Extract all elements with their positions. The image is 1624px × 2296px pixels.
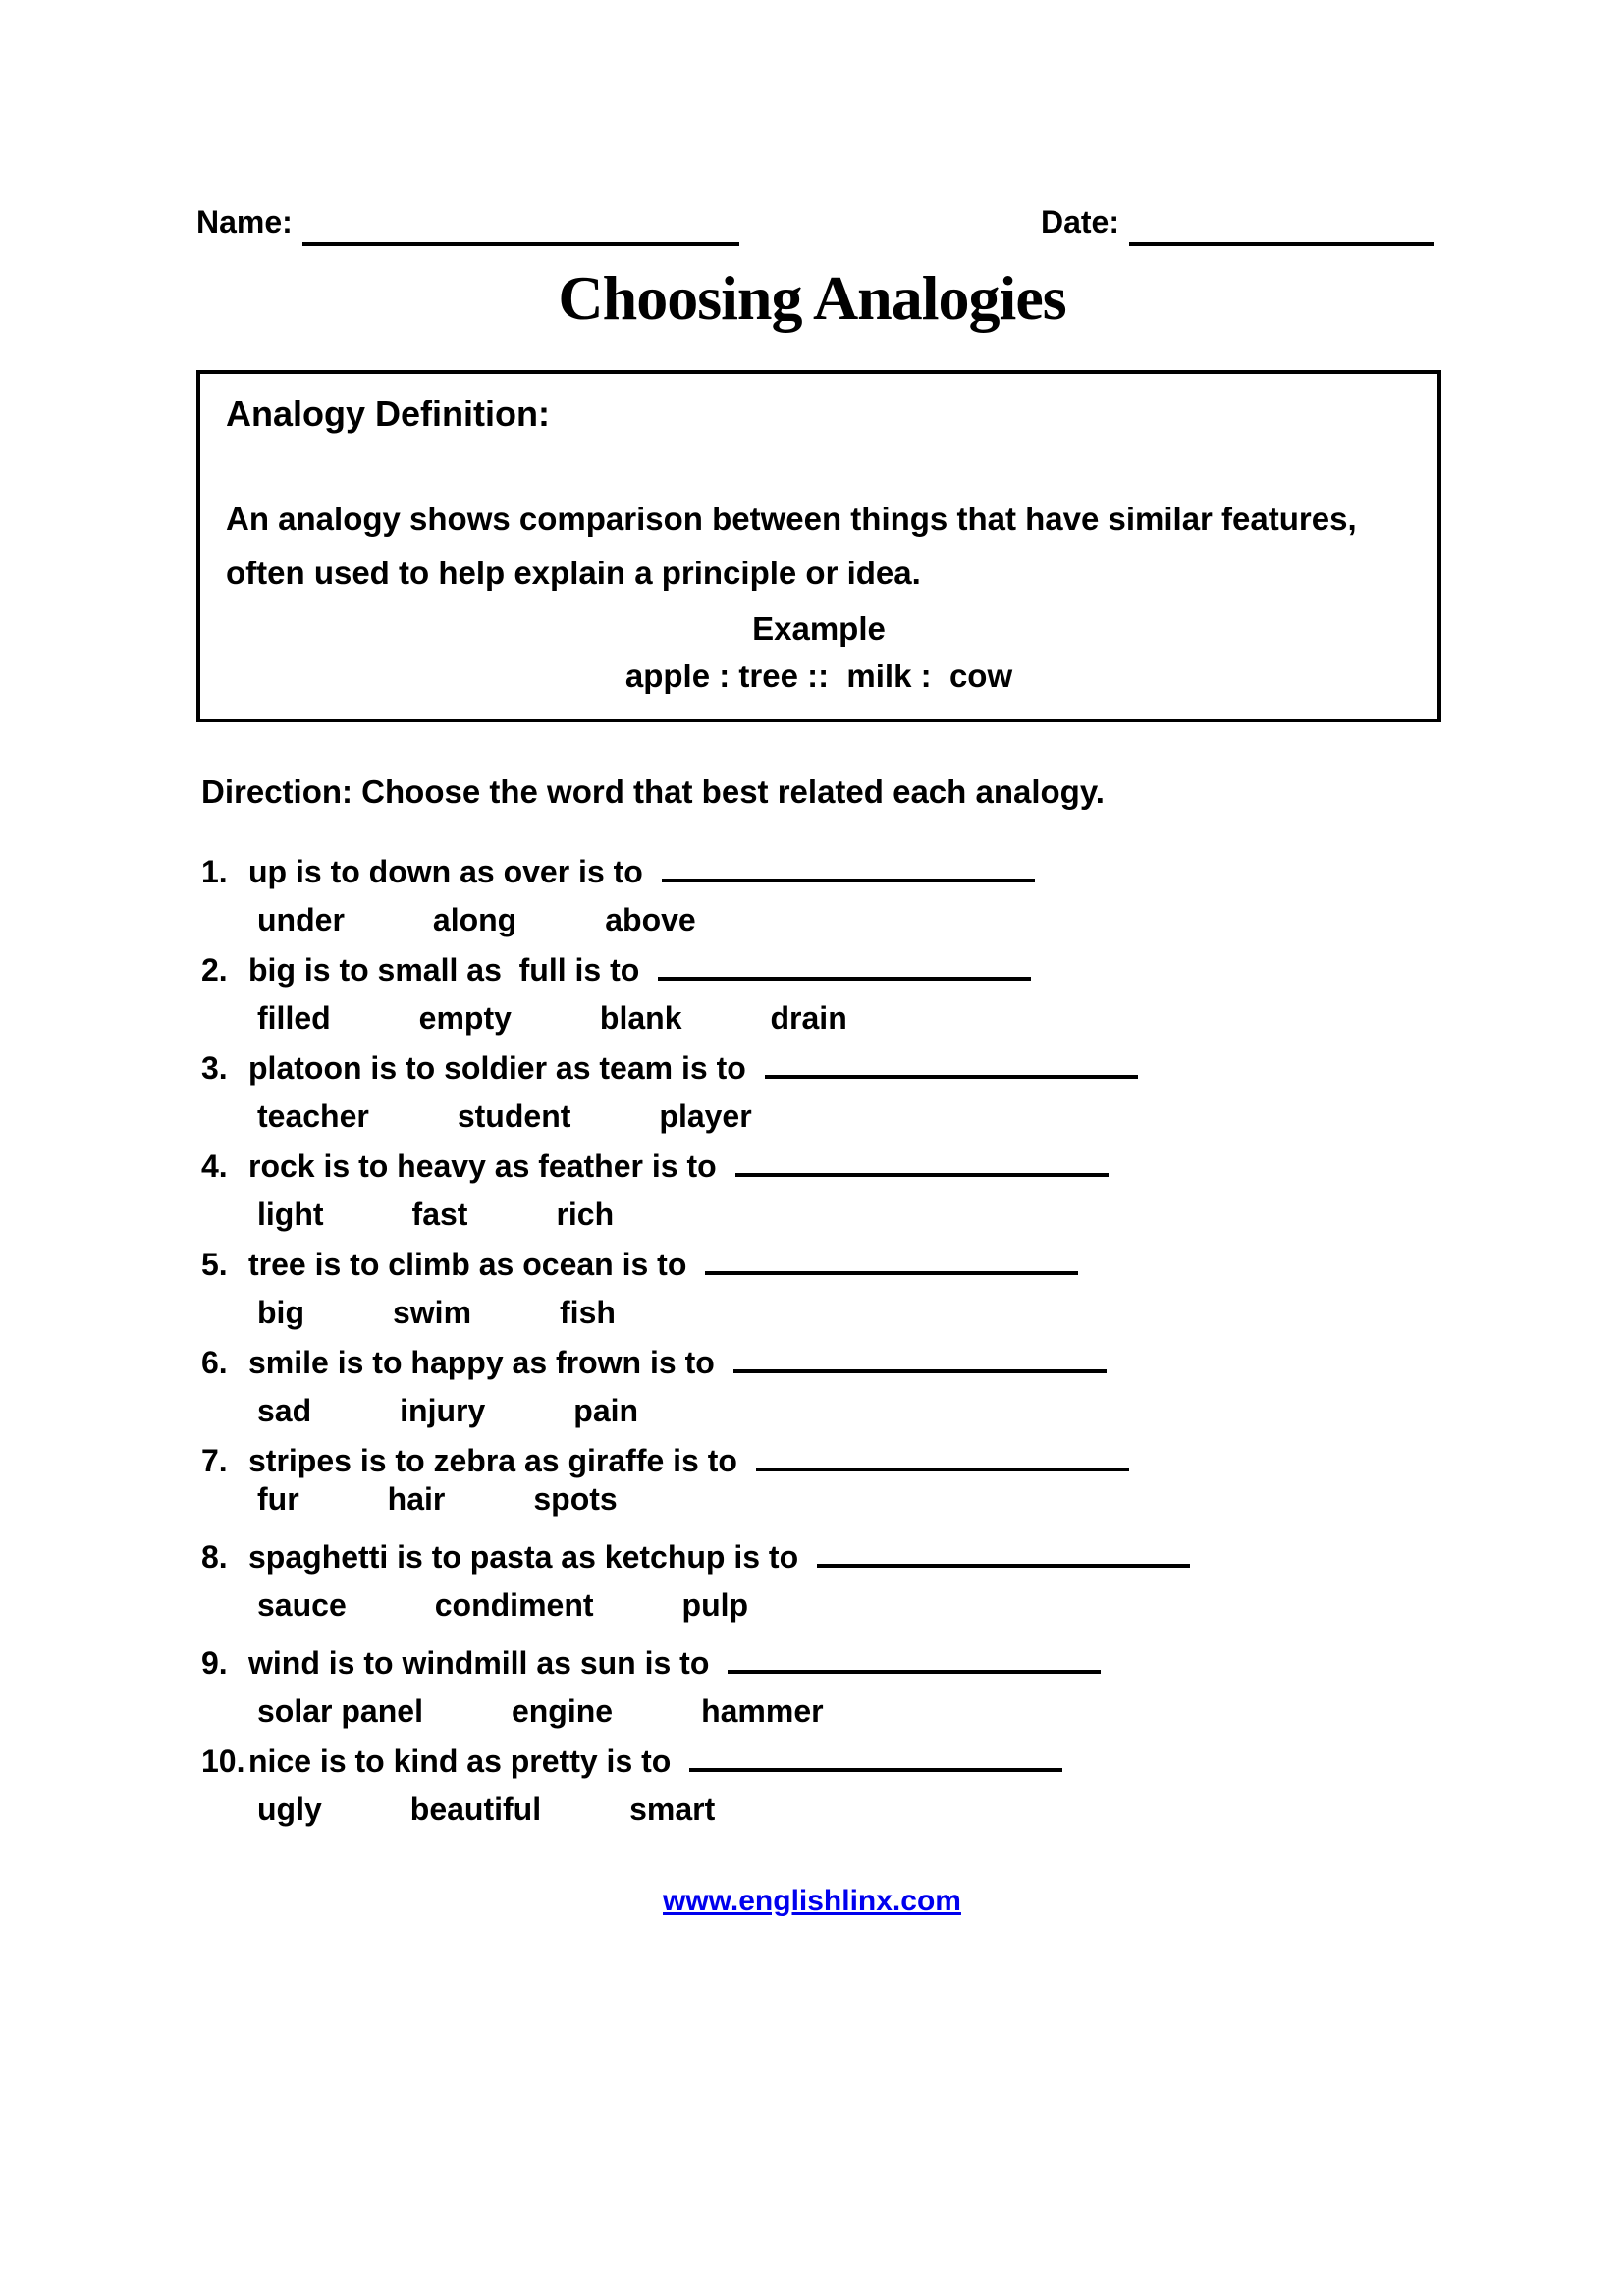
direction-text: Direction: Choose the word that best related each analogy. [201, 773, 1105, 810]
question-line [201, 1148, 1624, 1185]
question-1 [201, 854, 1624, 938]
option-word: fast [411, 1196, 468, 1232]
option-word: engine [511, 1692, 614, 1729]
option-word: empty [418, 999, 512, 1036]
question-line [201, 1345, 1624, 1381]
option-word: student [457, 1097, 571, 1134]
question-4 [201, 1148, 1624, 1233]
option-word: fur [257, 1480, 299, 1517]
option-word: under [257, 901, 345, 937]
answer-blank[interactable] [733, 1369, 1107, 1373]
option-word: sad [257, 1392, 312, 1428]
options-row [257, 1197, 1624, 1233]
question-text: up is to down as over is to [248, 853, 652, 889]
option-word: fish [560, 1294, 616, 1330]
question-number: 2. [201, 951, 228, 988]
definition-box [196, 370, 1441, 722]
question-text: platoon is to soldier as team is to [248, 1049, 755, 1086]
question-number: 10. [201, 1742, 245, 1779]
option-word: blank [599, 999, 682, 1036]
question-line [201, 1645, 1624, 1682]
option-word: pulp [681, 1586, 749, 1623]
question-line [201, 1443, 1624, 1479]
answer-blank[interactable] [817, 1564, 1190, 1568]
question-number: 3. [201, 1049, 228, 1086]
option-word: beautiful [409, 1790, 542, 1827]
option-word: ugly [257, 1790, 322, 1827]
question-line [201, 1539, 1624, 1575]
answer-blank[interactable] [689, 1768, 1062, 1772]
option-word: player [659, 1097, 752, 1134]
question-line [201, 1247, 1624, 1283]
question-text: tree is to climb as ocean is to [248, 1246, 696, 1282]
option-word: along [432, 901, 517, 937]
answer-blank[interactable] [765, 1075, 1138, 1079]
answer-blank[interactable] [658, 977, 1031, 981]
option-word: light [257, 1196, 324, 1232]
question-8 [201, 1539, 1624, 1624]
answer-blank[interactable] [705, 1271, 1078, 1275]
name-fill-in-line[interactable] [302, 242, 739, 246]
question-number: 9. [201, 1644, 228, 1681]
option-word: drain [770, 999, 847, 1036]
question-number: 7. [201, 1442, 228, 1478]
question-number: 8. [201, 1538, 228, 1575]
example-text: apple : tree :: milk : cow [624, 657, 1013, 694]
header-row [0, 0, 1624, 240]
question-line [201, 1743, 1624, 1780]
options-row [257, 1481, 1624, 1518]
option-word: hammer [701, 1692, 824, 1729]
question-text: rock is to heavy as feather is to [248, 1148, 726, 1184]
question-10 [201, 1743, 1624, 1828]
option-word: filled [257, 999, 331, 1036]
definition-body-line-1: An analogy shows comparison between things that have similar features, [226, 501, 1357, 537]
date-fill-in-line[interactable] [1129, 242, 1434, 246]
name-label: Name: [196, 204, 293, 240]
option-word: pain [573, 1392, 639, 1428]
question-text: nice is to kind as pretty is to [248, 1742, 680, 1779]
question-line [201, 1050, 1624, 1087]
options-row [257, 902, 1624, 938]
englishlinx-link[interactable]: www.englishlinx.com [663, 1884, 961, 1917]
page-title: Choosing Analogies [558, 263, 1066, 333]
question-6 [201, 1345, 1624, 1429]
question-list [201, 854, 1624, 1828]
question-text: smile is to happy as frown is to [248, 1344, 724, 1380]
definition-heading: Analogy Definition: [226, 394, 550, 434]
definition-body-line-2: often used to help explain a principle or idea. [226, 555, 921, 592]
answer-blank[interactable] [728, 1670, 1101, 1674]
options-row [257, 1098, 1624, 1135]
option-word: smart [629, 1790, 716, 1827]
question-number: 1. [201, 853, 228, 889]
option-word: spots [533, 1480, 618, 1517]
option-word: teacher [257, 1097, 369, 1134]
example-label: Example [752, 610, 886, 647]
options-row [257, 1000, 1624, 1037]
answer-blank[interactable] [756, 1468, 1129, 1471]
question-text: stripes is to zebra as giraffe is to [248, 1442, 746, 1478]
option-word: above [605, 901, 696, 937]
question-line [201, 952, 1624, 988]
option-word: condiment [434, 1586, 594, 1623]
footer [0, 1885, 1624, 1918]
option-word: injury [400, 1392, 486, 1428]
question-9 [201, 1645, 1624, 1730]
date-label: Date: [1040, 204, 1119, 240]
question-3 [201, 1050, 1624, 1135]
options-row [257, 1393, 1624, 1429]
question-7 [201, 1443, 1624, 1518]
option-word: hair [387, 1480, 446, 1517]
option-word: solar panel [257, 1692, 423, 1729]
question-text: wind is to windmill as sun is to [248, 1644, 719, 1681]
question-line [201, 854, 1624, 890]
question-text: spaghetti is to pasta as ketchup is to [248, 1538, 808, 1575]
answer-blank[interactable] [735, 1173, 1109, 1177]
option-word: swim [392, 1294, 472, 1330]
date-field-group [1041, 204, 1434, 240]
question-5 [201, 1247, 1624, 1331]
question-2 [201, 952, 1624, 1037]
name-field-group [196, 204, 739, 240]
question-number: 5. [201, 1246, 228, 1282]
options-row [257, 1587, 1624, 1624]
question-text: big is to small as full is to [248, 951, 649, 988]
options-row [257, 1791, 1624, 1828]
answer-blank[interactable] [662, 879, 1035, 882]
option-word: sauce [257, 1586, 347, 1623]
option-word: rich [556, 1196, 615, 1232]
question-number: 4. [201, 1148, 228, 1184]
option-word: big [257, 1294, 304, 1330]
options-row [257, 1295, 1624, 1331]
question-number: 6. [201, 1344, 228, 1380]
options-row [257, 1693, 1624, 1730]
